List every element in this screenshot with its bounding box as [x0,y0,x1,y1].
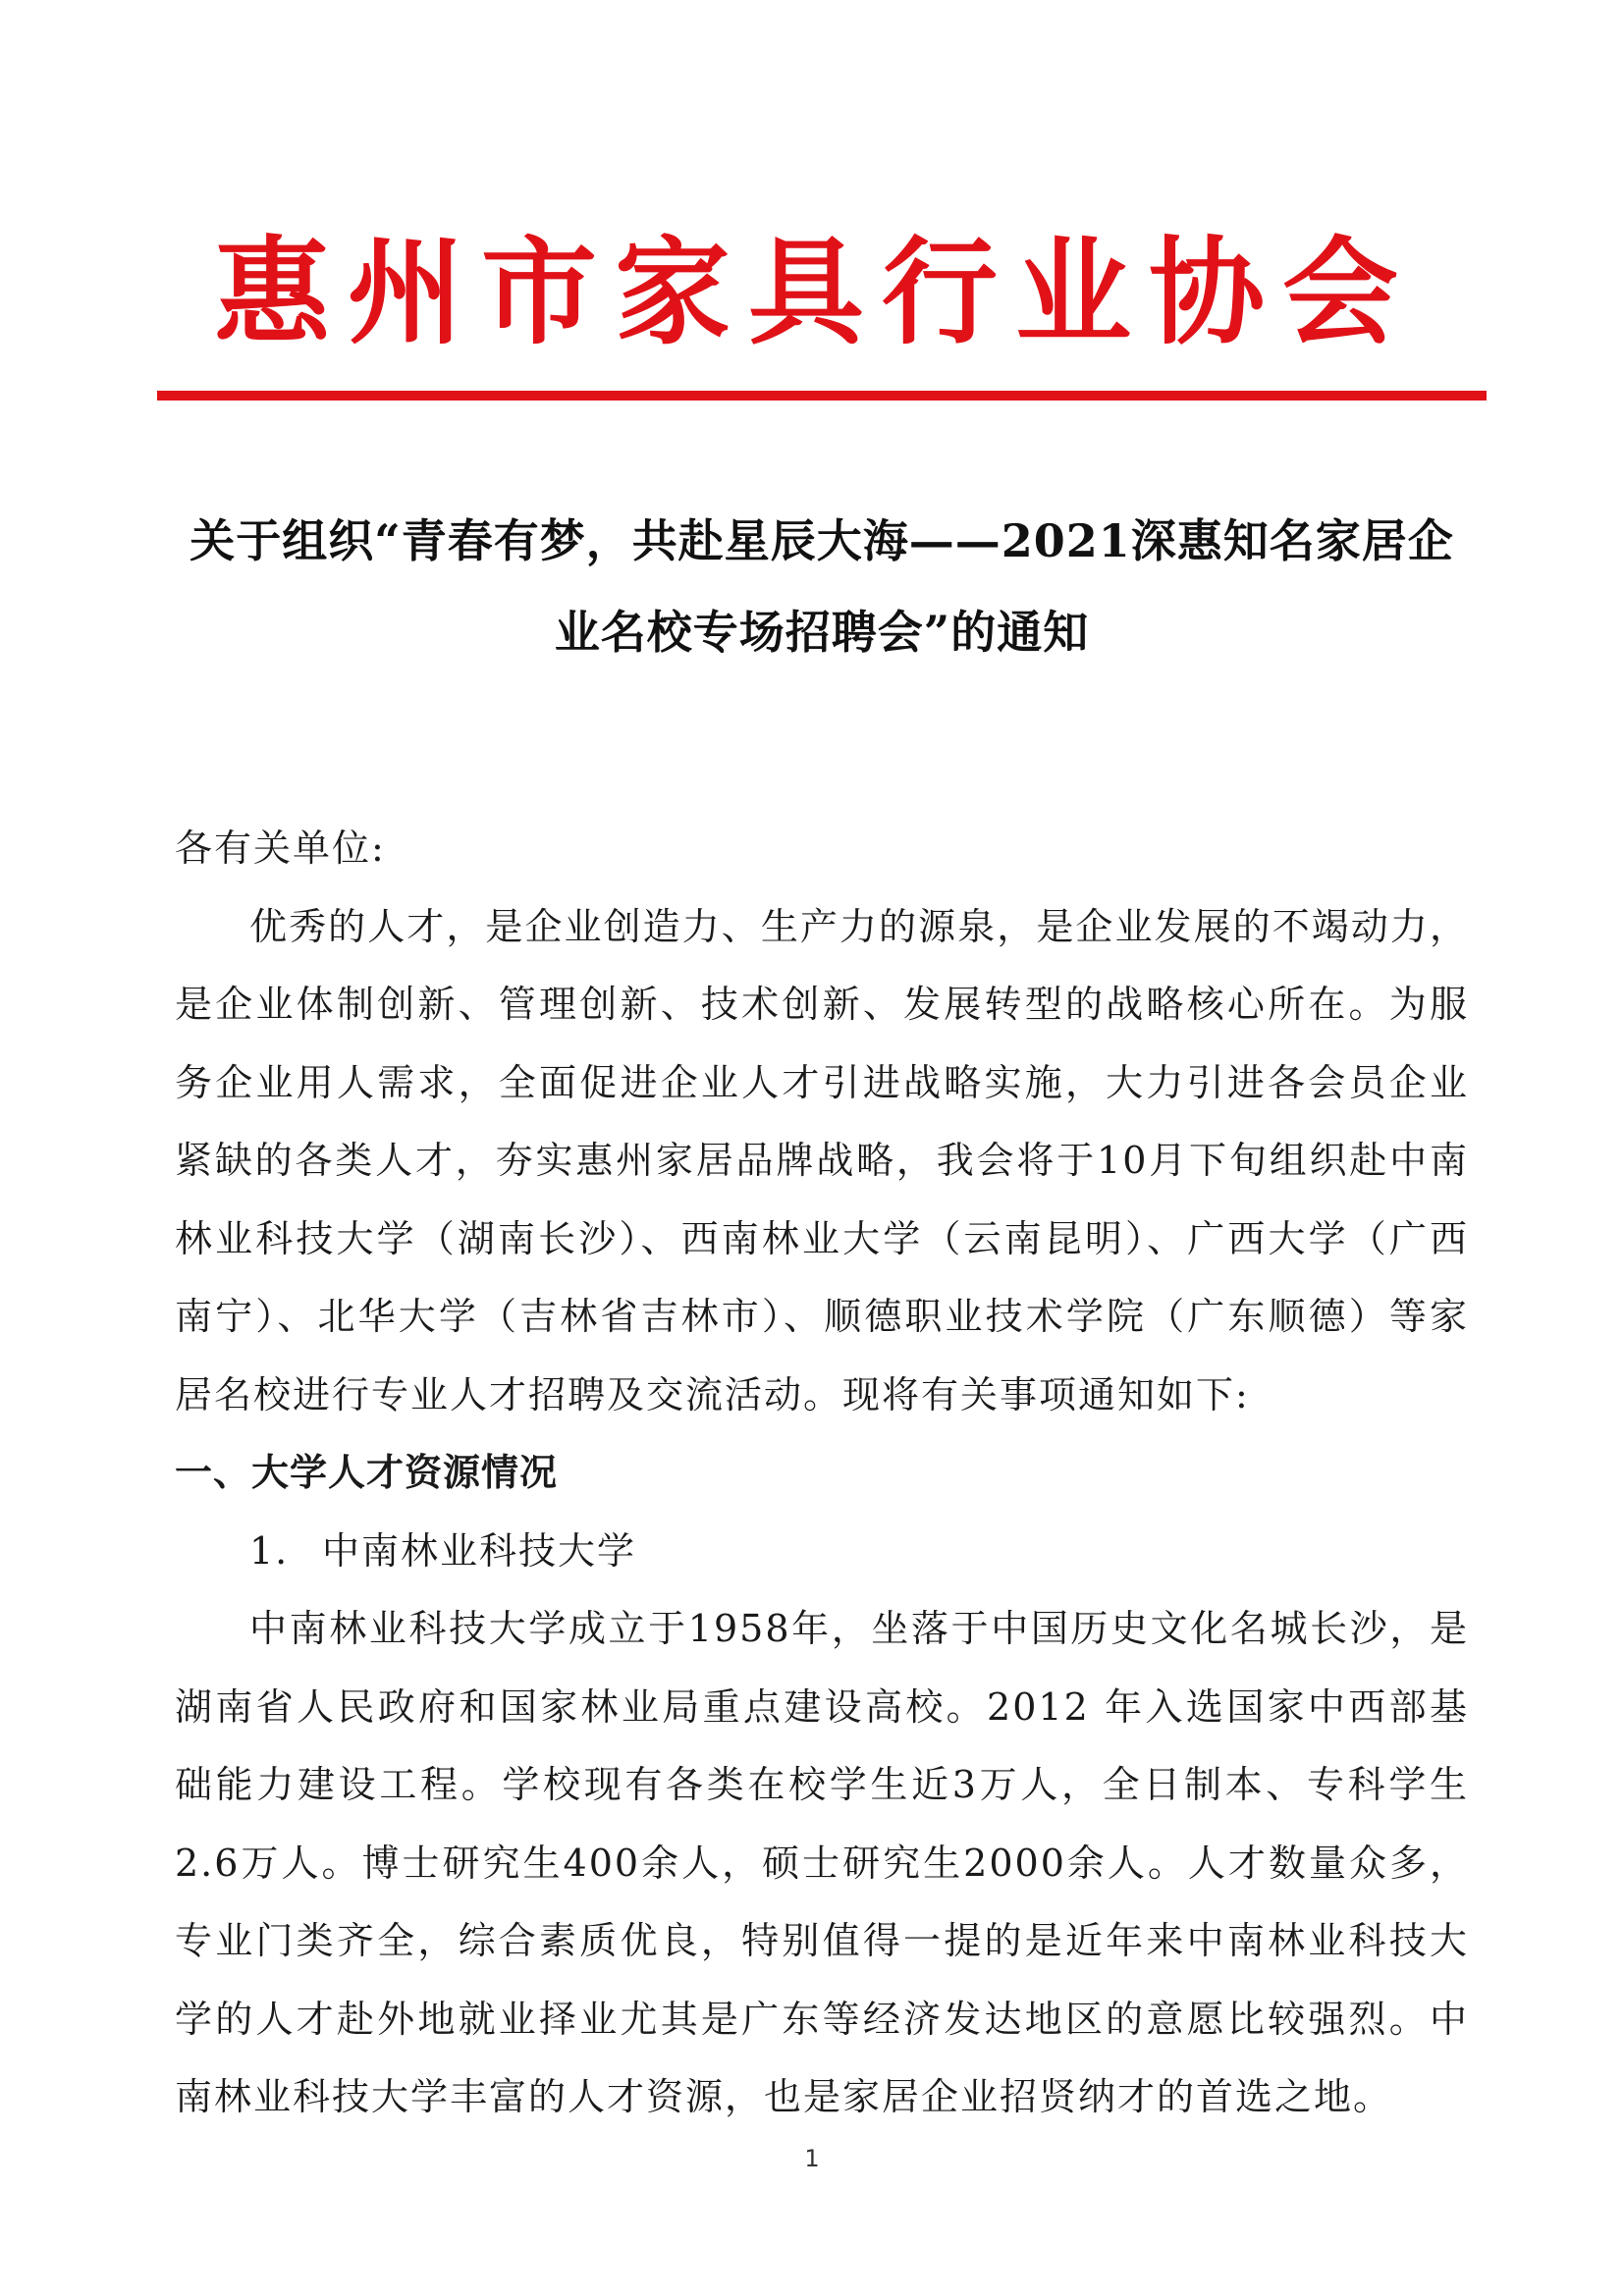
letterhead-organization-name: 惠州市家具行业协会 [213,225,1416,360]
list-item-heading [175,1513,1469,1591]
page-number: 1 [804,2145,820,2172]
intro-paragraph: 优秀的人才，是企业创造力、生产力的源泉，是企业发展的不竭动力，是企业体制创新、管理创新、技术创新、发展转型的战略核心所在。为服务企业用人需求，全面促进企业人才引进战略实施，大力引进各会员企业紧缺的各类人才，夯实惠州家居品牌战略，我会将于10月下旬组织赴中南林业科技大学（湖南长沙）、西南林业大学（云南昆明）、广西大学（广西南宁）、北华大学（吉林省吉林市）、顺德职业技术学院（广东顺德）等家居名校进行专业人才招聘及交流活动。现将有关事项通知如下: [175,904,1469,1416]
notice-body [175,810,1469,2137]
section-heading: 一、大学人才资源情况 [175,1451,559,1494]
list-item-title: 中南林业科技大学 [322,1528,637,1573]
letterhead-red-rule [157,391,1487,400]
salutation: 各有关单位: [175,827,386,870]
university-paragraph: 中南林业科技大学成立于1958年，坐落于中国历史文化名城长沙，是湖南省人民政府和国家林业局重点建设高校。2012 年入选国家中西部基础能力建设工程。学校现有各类在校学生近3万人，全日制本、专科学生2.6万人。博士研究生400余人，硕士研究生2000余人。人才数量众多，专业门类齐全，综合素质优良，特别值得一提的是近年来中南林业科技大学的人才赴外地就业择业尤其是广东等经济发达地区的意愿比较强烈。中南林业科技大学丰富的人才资源，也是家居企业招贤纳才的首选之地。 [175,1607,1469,2118]
list-item-number: 1. [249,1528,290,1573]
notice-title: 关于组织“青春有梦，共赴星辰大海——2021深惠知名家居企业名校专场招聘会”的通知 [189,514,1454,659]
